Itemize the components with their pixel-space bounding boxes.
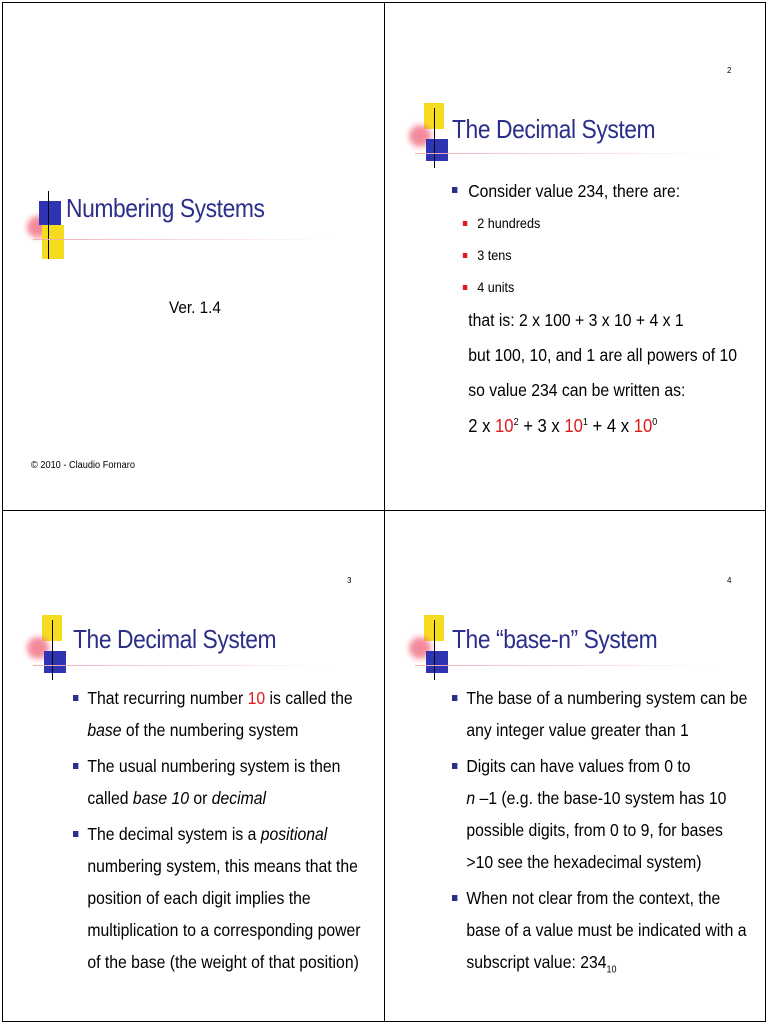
slide-3 xyxy=(2,510,385,1022)
list-item: The decimal system is a positional numbering system, this means that the position of each digit implies the multiplication to a corresponding power of the base (the weight of that position) xyxy=(73,818,379,978)
list-item: When not clear from the context, the base of a value must be indicated with a subscript value: $234_{10}$ xyxy=(452,882,758,978)
page-number: 2 xyxy=(727,66,732,75)
list-item: Consider value 234, there are: xyxy=(452,175,758,207)
text-line: so value 234 can be written as: xyxy=(468,380,686,400)
text-line: but 100, 10, and 1 are all powers of 10 xyxy=(468,345,738,365)
page-number: 4 xyxy=(727,576,732,585)
list-item: That recurring number 10 is called the base of the numbering system xyxy=(73,682,379,746)
slide-4 xyxy=(384,510,766,1022)
page-number: 3 xyxy=(347,576,352,585)
slide-title: The Decimal System xyxy=(452,114,656,144)
slide-title: The Decimal System xyxy=(73,624,277,654)
text-line: that is: 2 x 100 + 3 x 10 + 4 x 1 xyxy=(468,310,684,330)
list-item: The base of a numbering system can be any integer value greater than 1 xyxy=(452,682,758,746)
list-item: 4 units xyxy=(452,271,758,303)
list-item: 3 tens xyxy=(452,239,758,271)
slide-3-content xyxy=(73,682,379,982)
list-item: Digits can have values from 0 to n –1 (e.g. the base-10 system has 10 possible digits, from 0 to 9, for bases >10 see the hexadecimal system) xyxy=(452,750,758,878)
formula: 2 x $10^2 + 3$ x $10^1 + 4$ x $10^0$ xyxy=(468,415,658,436)
slide-title: The “base-n” System xyxy=(452,624,658,654)
slide-2-content xyxy=(452,175,758,443)
list-item: 2 hundreds xyxy=(452,207,758,239)
list-item: The usual numbering system is then called base 10 or decimal xyxy=(73,750,379,814)
slide-2 xyxy=(384,2,766,511)
slide-4-content xyxy=(452,682,758,982)
slide-title: Numbering Systems xyxy=(66,193,265,223)
slide-1 xyxy=(2,2,385,511)
version-label: Ver. 1.4 xyxy=(169,298,221,317)
copyright-text: © 2010 - Claudio Fornaro xyxy=(31,460,135,471)
